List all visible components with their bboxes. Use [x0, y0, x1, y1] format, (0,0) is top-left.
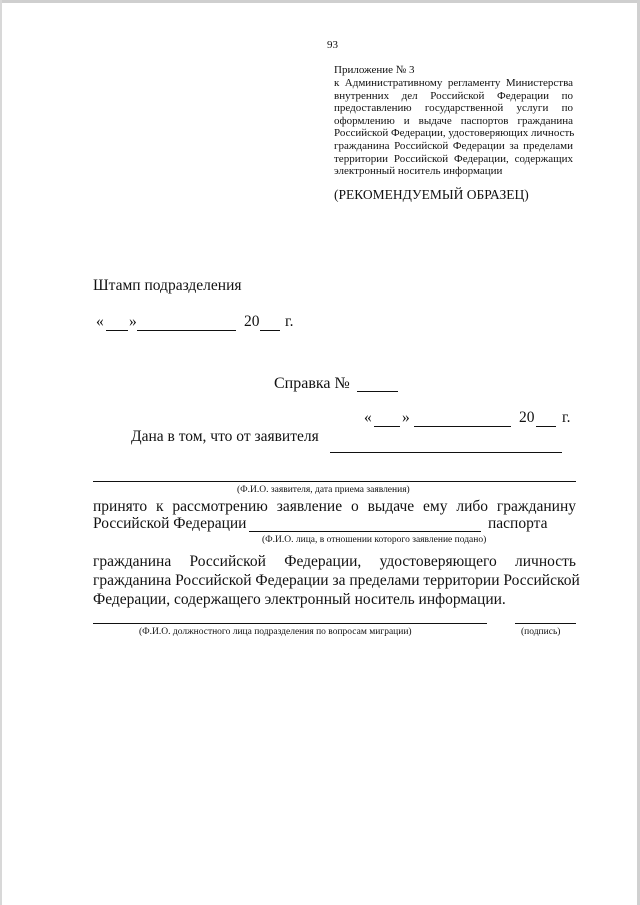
stamp-label: Штамп подразделения: [93, 277, 242, 294]
appendix-line: внутренних дел Российской Федерации по: [334, 89, 573, 102]
month-blank: [137, 330, 236, 331]
year-prefix: 20: [244, 313, 260, 330]
sample-label: (РЕКОМЕНДУЕМЫЙ ОБРАЗЕЦ): [334, 187, 529, 202]
date-open-quote: «: [96, 313, 104, 330]
applicant-blank-2: [93, 481, 576, 482]
day-blank: [106, 330, 128, 331]
body-text: [93, 552, 580, 609]
year-blank: [536, 426, 556, 427]
given-label: Дана в том, что от заявителя: [131, 428, 319, 445]
month-blank: [414, 426, 511, 427]
date-open-quote: «: [364, 409, 372, 426]
body-line-1: гражданина Российской Федерации, удостоверяющего личность: [93, 553, 576, 570]
appendix-line: оформлению и выдаче паспортов гражданина: [334, 114, 573, 127]
scan-edge-top: [0, 0, 640, 3]
day-blank: [374, 426, 400, 427]
certificate-title: Справка №: [274, 375, 350, 392]
appendix-line: Российской Федерации, удостоверяющих личность: [334, 127, 575, 140]
accepted-line-2-right: паспорта: [488, 515, 548, 532]
accepted-line-2-left: Российской Федерации: [93, 515, 247, 532]
signature-blank: [515, 623, 576, 624]
date-close-quote: »: [402, 409, 410, 426]
appendix-line: территории Российской Федерации, содержащих: [334, 152, 573, 165]
body-line-3: Федерации, содержащего электронный носитель информации.: [93, 591, 506, 608]
caption-signature: (подпись): [521, 627, 561, 637]
appendix-text: [334, 77, 573, 178]
appendix-line: к Административному регламенту Министерства: [334, 77, 573, 89]
caption-person: (Ф.И.О. лица, в отношении которого заявление подано): [262, 535, 487, 545]
caption-official: (Ф.И.О. должностного лица подразделения по вопросам миграции): [139, 627, 412, 637]
accepted-line-1: принято к рассмотрению заявление о выдаче ему либо гражданину: [93, 498, 576, 515]
scan-edge-left: [0, 0, 2, 905]
appendix-line: гражданина Российской Федерации за пределами: [334, 139, 573, 152]
appendix-title: Приложение № 3: [334, 64, 415, 76]
date-close-quote: »: [129, 313, 137, 330]
official-blank: [93, 623, 487, 624]
accepted-text: [93, 498, 576, 516]
person-blank: [249, 531, 481, 532]
year-suffix: г.: [285, 313, 294, 330]
year-suffix: г.: [562, 409, 571, 426]
body-line-2: гражданина Российской Федерации за пределами территории Российской: [93, 572, 580, 589]
appendix-line: предоставлению государственной услуги по: [334, 102, 573, 115]
year-blank: [260, 330, 280, 331]
page-number: 93: [327, 39, 338, 51]
appendix-line: электронный носитель информации: [334, 165, 503, 178]
year-prefix: 20: [519, 409, 535, 426]
applicant-blank-1: [330, 452, 562, 453]
certificate-number-blank: [357, 391, 398, 392]
caption-applicant: (Ф.И.О. заявителя, дата приема заявления): [237, 485, 410, 495]
